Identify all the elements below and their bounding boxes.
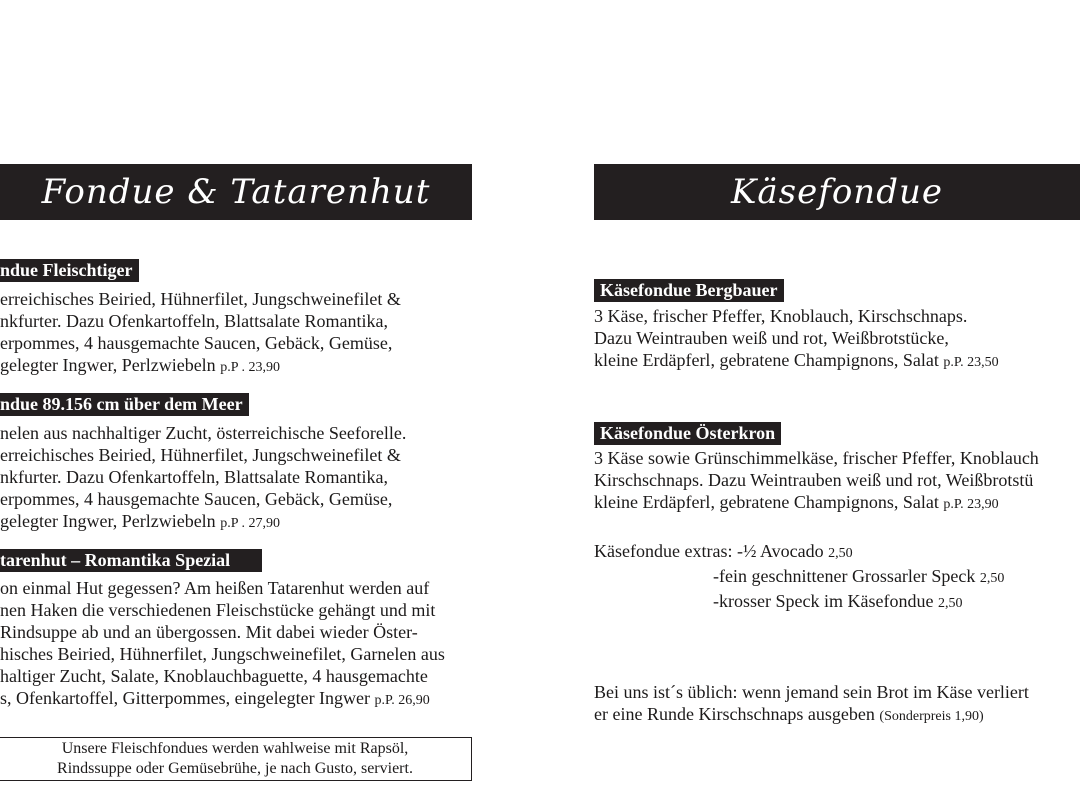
left-section-banner [0,164,472,220]
menu-item-price: p.P . 27,90 [220,516,280,531]
left-section-title: Fondue & Tatarenhut [41,172,431,212]
menu-item-description-fleischtiger: erreichisches Beiried, Hühnerfilet, Jungschweinefilet & nkfurter. Dazu Ofenkartoffeln, Blattsalate Romantika, erpommes, 4 hausgemachte Saucen, Gebäck, Gemüse, gelegter Ingwer, Perlzwiebeln p.P . 23,90 [0,289,401,375]
menu-item-price: p.P . 23,90 [220,360,280,375]
menu-item-price: p.P. 23,90 [943,497,999,512]
right-section-title: Käsefondue [731,172,943,212]
extras-price: 2,50 [937,596,963,611]
right-section-banner [594,164,1080,220]
menu-item-description-tatarenhut: on einmal Hut gegessen? Am heißen Tatarenhut werden auf nen Haken die verschiedenen Fleischstücke gehängt und mit Rindsuppe ab und an übergossen. Mit dabei wieder Öster- hisches Beiried, Hühnerfilet, Jungschweinefilet, Garnelen aus haltiger Zucht, Salate, Knoblauchbaguette, 4 hausgemachte s, Ofenkartoffel, Gitterpommes, eingelegter Ingwer p.P. 26,90 [0,578,445,708]
menu-item-title-ueber-dem-meer: ndue 89.156 cm über dem Meer [0,393,249,416]
special-price: (Sonderpreis 1,90) [879,709,984,724]
fondue-note-box: Unsere Fleischfondues werden wahlweise mit Rapsöl, Rindssuppe oder Gemüsebrühe, je nach Gusto, serviert. [0,737,472,781]
menu-item-title-bergbauer: Käsefondue Bergbauer [594,279,784,302]
extras-price: 2,50 [828,546,853,561]
menu-item-title-fleischtiger: ndue Fleischtiger [0,259,139,282]
menu-item-title-tatarenhut: tarenhut – Romantika Spezial [0,549,262,572]
kaesefondue-extras: Käsefondue extras: -½ Avocado 2,50 -fein geschnittener Grossarler Speck 2,50 -krosser Speck im Käsefondue 2,50 [594,541,1005,611]
menu-item-description-ueber-dem-meer: nelen aus nachhaltiger Zucht, österreichische Seeforelle. erreichisches Beiried, Hühnerfilet, Jungschweinefilet & nkfurter. Dazu Ofenkartoffeln, Blattsalate Romantika, erpommes, 4 hausgemachte Saucen, Gebäck, Gemüse, gelegter Ingwer, Perlzwiebeln p.P . 27,90 [0,423,407,531]
menu-item-description-bergbauer: 3 Käse, frischer Pfeffer, Knoblauch, Kirschschnaps. Dazu Weintrauben weiß und rot, Weißbrotstücke, kleine Erdäpferl, gebratene Champignons, Salat p.P. 23,50 [594,306,999,370]
menu-item-price: p.P. 26,90 [374,693,430,708]
menu-item-price: p.P. 23,50 [943,355,999,370]
house-custom-note: Bei uns ist´s üblich: wenn jemand sein Brot im Käse verliert er eine Runde Kirschschnaps ausgeben (Sonderpreis 1,90) [594,682,1029,724]
extras-price: 2,50 [979,571,1005,586]
menu-item-title-oesterkron: Käsefondue Österkron [594,422,781,445]
menu-item-description-oesterkron: 3 Käse sowie Grünschimmelkäse, frischer Pfeffer, Knoblauch Kirschschnaps. Dazu Weintrauben weiß und rot, Weißbrotstü kleine Erdäpferl, gebratene Champignons, Salat p.P. 23,90 [594,448,1039,512]
